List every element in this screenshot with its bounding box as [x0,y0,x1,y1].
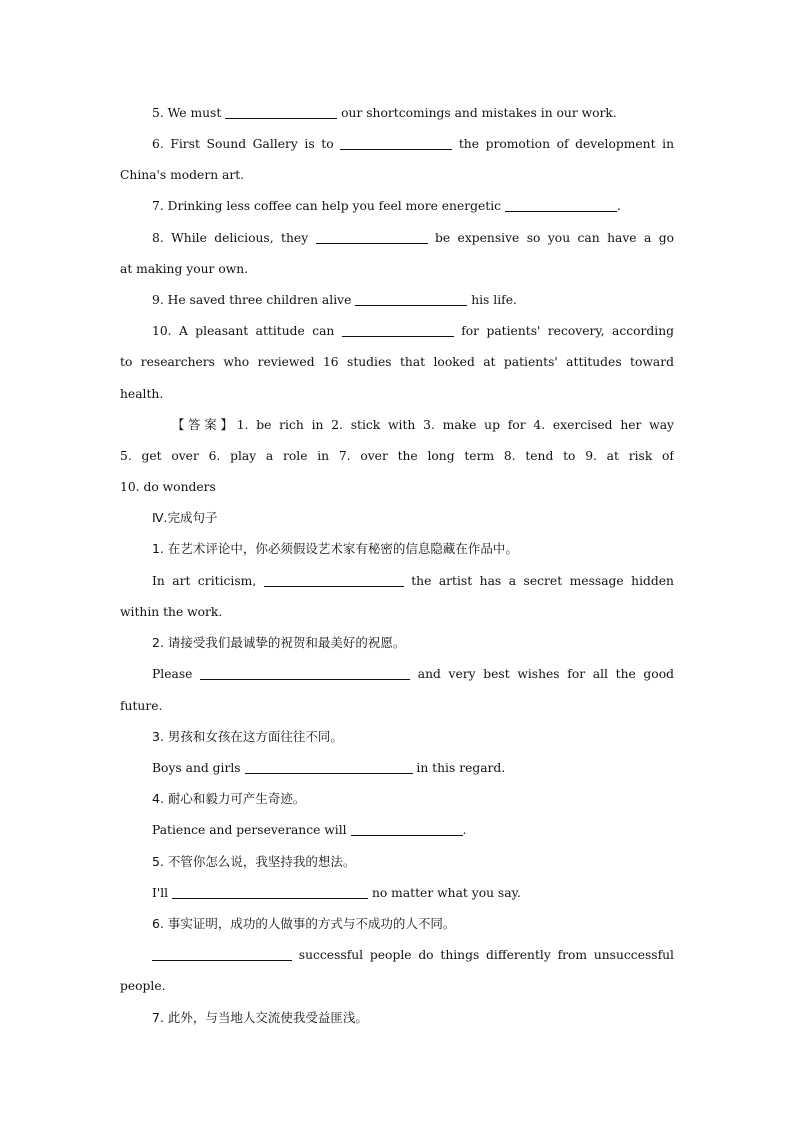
chinese-prompt-7: 7. 此外，与当地人交流使我受益匪浅。 [152,1010,368,1025]
exercise-line-8-cont: at making your own. [120,262,249,276]
english-line-6-cont: people. [120,979,166,993]
exercise-line-6-cont: China's modern art. [120,168,245,182]
chinese-prompt-5: 5. 不管你怎么说，我坚持我的想法。 [152,854,356,869]
exercise-line-6: 6. First Sound Gallery is to the promotion of development in [152,137,674,151]
english-line-6: successful people do things differently from unsuccessful [152,947,674,963]
english-line-5: I'll no matter what you say. [152,886,521,900]
answer-blank [340,137,452,150]
answer-blank [342,324,454,337]
answer-blank [355,293,467,306]
chinese-prompt-4: 4. 耐心和毅力可产生奇迹。 [152,791,306,806]
chinese-prompt-1: 1. 在艺术评论中，你必须假设艺术家有秘密的信息隐藏在作品中。 [152,541,518,556]
answer-blank [316,231,428,244]
answer-key-line-1: 【答案】1. be rich in 2. stick with 3. make up for 4. exercised her way [172,418,674,432]
exercise-line-9: 9. He saved three children alive his life. [152,293,517,307]
english-line-3: Boys and girls in this regard. [152,761,506,775]
english-line-1-cont: within the work. [120,605,223,619]
exercise-line-10: 10. A pleasant attitude can for patients' recovery, according [152,324,674,338]
section-heading: Ⅳ.完成句子 [152,510,218,525]
exercise-line-10-cont: to researchers who reviewed 16 studies that looked at patients' attitudes toward [120,355,674,369]
english-line-4: Patience and perseverance will . [152,823,467,837]
answer-blank [351,823,463,836]
chinese-prompt-6: 6. 事实证明，成功的人做事的方式与不成功的人不同。 [152,916,456,931]
answer-blank [152,948,292,961]
answer-blank [505,199,617,212]
answer-blank [264,574,404,587]
english-line-2: Please and very best wishes for all the good [152,667,674,681]
exercise-line-10-end: health. [120,387,164,401]
answer-blank [225,106,337,119]
exercise-line-5: 5. We must our shortcomings and mistakes in our work. [152,106,617,120]
english-line-1: In art criticism, the artist has a secret message hidden [152,574,674,588]
exercise-line-8: 8. While delicious, they be expensive so you can have a go [152,231,674,245]
answer-blank [200,667,410,680]
chinese-prompt-2: 2. 请接受我们最诚挚的祝贺和最美好的祝愿。 [152,635,406,650]
chinese-prompt-3: 3. 男孩和女孩在这方面往往不同。 [152,729,343,744]
answer-blank [245,761,413,774]
answer-key-line-2: 5. get over 6. play a role in 7. over the long term 8. tend to 9. at risk of [120,449,674,463]
exercise-line-7: 7. Drinking less coffee can help you feel more energetic . [152,199,621,213]
english-line-2-cont: future. [120,699,163,713]
answer-key-line-3: 10. do wonders [120,480,216,494]
answer-blank [172,886,368,899]
